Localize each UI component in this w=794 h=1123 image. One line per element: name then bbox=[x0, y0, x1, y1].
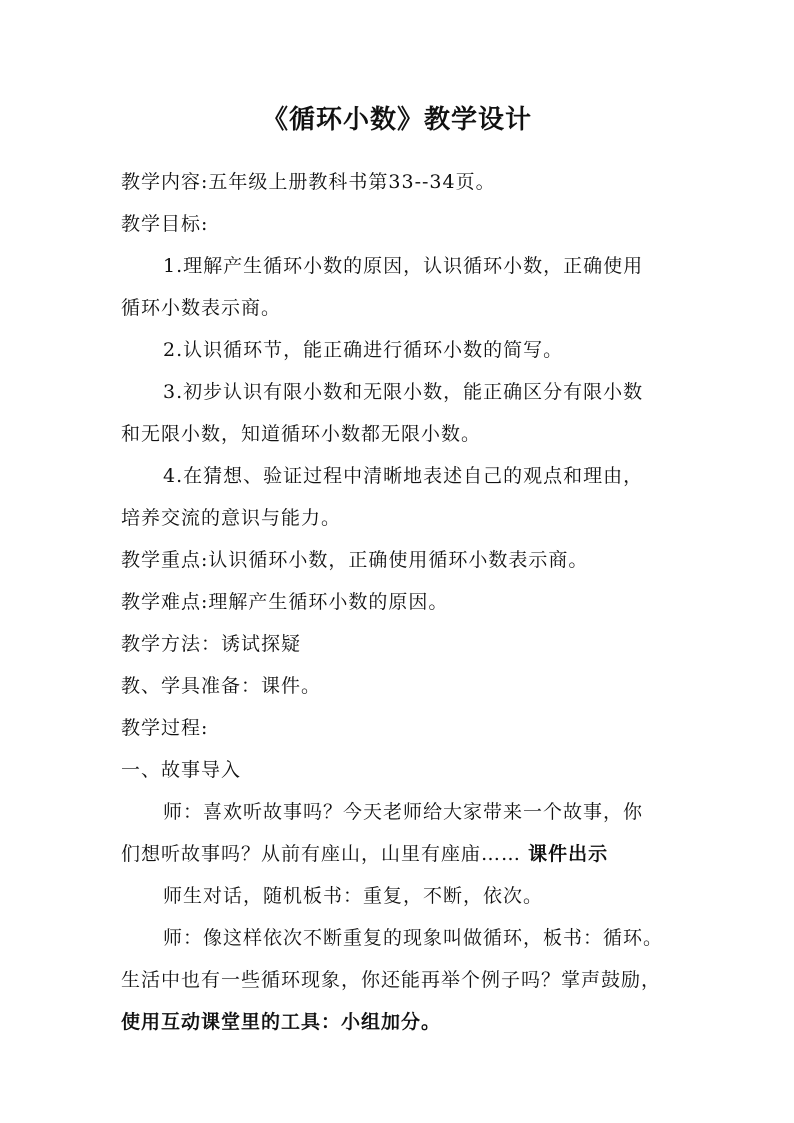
preparation: 教、学具准备：课件。 bbox=[121, 675, 322, 697]
document-title: 《循环小数》教学设计 bbox=[261, 105, 532, 135]
goal-3-line-1: 3.初步认识有限小数和无限小数，能正确区分有限小数 bbox=[163, 381, 644, 403]
paragraph-1-text: 们想听故事吗？从前有座山，山里有座庙…… bbox=[121, 843, 522, 865]
key-point: 教学重点:认识循环小数，正确使用循环小数表示商。 bbox=[121, 549, 589, 571]
process-heading: 教学过程: bbox=[121, 717, 209, 739]
paragraph-1-line-1: 师：喜欢听故事吗？今天老师给大家带来一个故事，你 bbox=[163, 801, 644, 823]
teaching-content: 教学内容:五年级上册教科书第33--34页。 bbox=[121, 171, 496, 193]
goal-1-line-1: 1.理解产生循环小数的原因，认识循环小数，正确使用 bbox=[163, 255, 644, 277]
section-1-heading: 一、故事导入 bbox=[121, 759, 242, 781]
teaching-method: 教学方法：诱试探疑 bbox=[121, 633, 302, 655]
goal-4-line-1: 4.在猜想、验证过程中清晰地表述自己的观点和理由， bbox=[163, 465, 644, 487]
goal-1-line-2: 循环小数表示商。 bbox=[121, 297, 282, 319]
paragraph-3-line-2: 生活中也有一些循环现象，你还能再举个例子吗？掌声鼓励， bbox=[121, 969, 662, 991]
courseware-show-label: 课件出示 bbox=[528, 843, 609, 865]
paragraph-2: 师生对话，随机板书：重复，不断，依次。 bbox=[163, 885, 544, 907]
paragraph-3-line-3: 使用互动课堂里的工具：小组加分。 bbox=[121, 1011, 442, 1033]
goal-2: 2.认识循环节，能正确进行循环小数的简写。 bbox=[163, 339, 564, 361]
goal-3-line-2: 和无限小数，知道循环小数都无限小数。 bbox=[121, 423, 482, 445]
difficulty: 教学难点:理解产生循环小数的原因。 bbox=[121, 591, 449, 613]
paragraph-1-line-2 bbox=[121, 840, 701, 868]
paragraph-3-line-1: 师：像这样依次不断重复的现象叫做循环，板书：循环。 bbox=[163, 927, 664, 949]
goals-heading: 教学目标: bbox=[121, 213, 209, 235]
goal-4-line-2: 培养交流的意识与能力。 bbox=[121, 507, 342, 529]
